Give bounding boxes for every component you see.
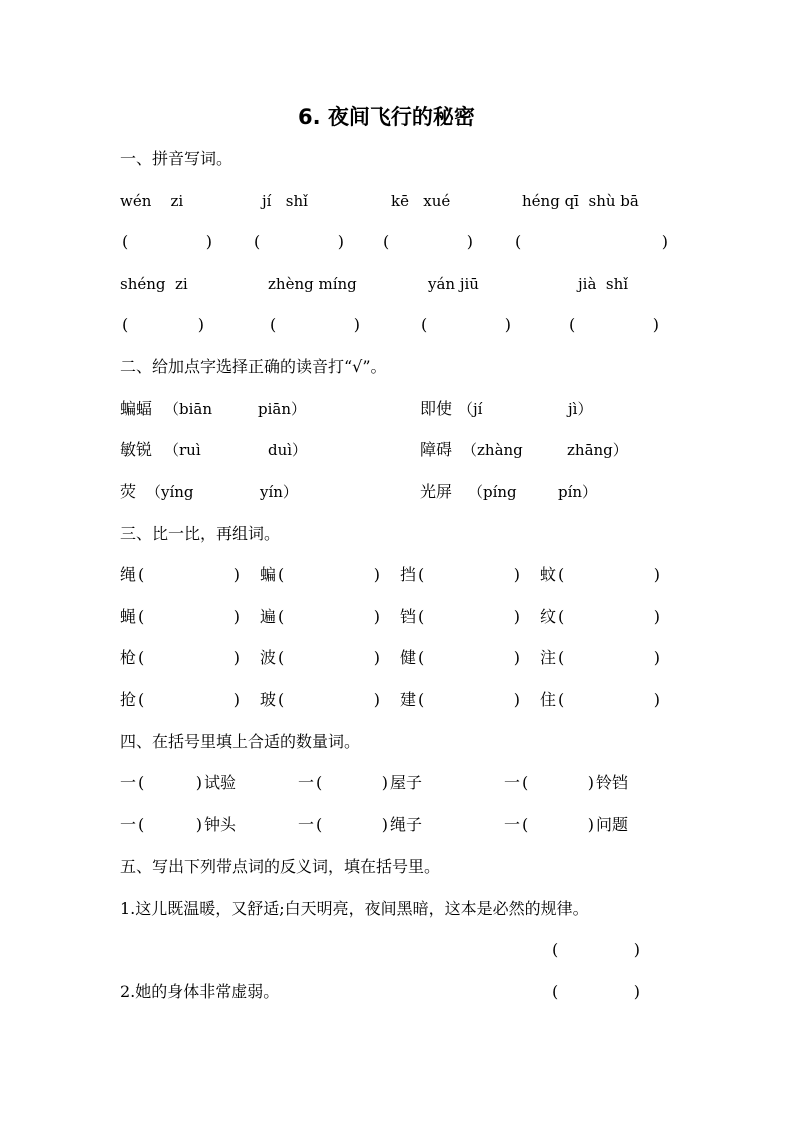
reading-option[interactable]: （yíng bbox=[146, 483, 194, 501]
answer-blank[interactable] bbox=[558, 690, 660, 710]
compare-char: 绳 bbox=[120, 565, 137, 584]
pinyin-item: wén zi bbox=[120, 192, 184, 210]
paren-close: ) bbox=[513, 607, 520, 626]
paren-open: ( bbox=[122, 315, 129, 334]
paren-close: ) bbox=[653, 607, 660, 626]
paren-open: ( bbox=[558, 565, 565, 584]
word-item: 光屏 bbox=[420, 482, 453, 501]
answer-blank[interactable] bbox=[558, 565, 660, 585]
paren-close: ) bbox=[381, 815, 388, 834]
paren-open: ( bbox=[418, 607, 425, 626]
question-2: 2.她的身体非常虚弱。 bbox=[120, 982, 280, 1001]
pinyin-item: jí shǐ bbox=[262, 192, 308, 210]
paren-close: ) bbox=[513, 565, 520, 584]
paren-open: ( bbox=[418, 648, 425, 667]
paren-open: ( bbox=[421, 315, 428, 334]
compare-char: 蝇 bbox=[120, 607, 137, 626]
answer-blank[interactable] bbox=[421, 315, 511, 335]
paren-close: ) bbox=[353, 315, 360, 334]
paren-open: ( bbox=[270, 315, 277, 334]
compare-char: 遍 bbox=[260, 607, 277, 626]
reading-option[interactable]: （biān bbox=[164, 400, 213, 418]
measure-noun: 绳子 bbox=[390, 815, 423, 834]
question-1: 1.这儿既温暖，又舒适;白天明亮，夜间黑暗，这本是必然的规律。 bbox=[120, 899, 589, 918]
compare-char: 蚊 bbox=[540, 565, 557, 584]
paren-close: ) bbox=[233, 690, 240, 709]
answer-blank[interactable] bbox=[278, 690, 380, 710]
answer-blank[interactable] bbox=[522, 773, 594, 793]
section-5-heading: 五、写出下列带点词的反义词，填在括号里。 bbox=[120, 857, 441, 876]
pinyin-item: jià shǐ bbox=[578, 275, 629, 293]
paren-open: ( bbox=[138, 690, 145, 709]
paren-open: ( bbox=[522, 815, 529, 834]
paren-open: ( bbox=[278, 565, 285, 584]
answer-blank[interactable] bbox=[418, 690, 520, 710]
answer-blank[interactable] bbox=[383, 232, 473, 252]
answer-blank[interactable] bbox=[552, 982, 640, 1002]
paren-close: ) bbox=[337, 232, 344, 251]
paren-open: ( bbox=[316, 773, 323, 792]
compare-char: 注 bbox=[540, 648, 557, 667]
answer-blank[interactable] bbox=[278, 565, 380, 585]
answer-blank[interactable] bbox=[138, 648, 240, 668]
answer-blank[interactable] bbox=[558, 607, 660, 627]
paren-close: ) bbox=[653, 648, 660, 667]
paren-close: ) bbox=[233, 565, 240, 584]
answer-blank[interactable] bbox=[138, 690, 240, 710]
answer-blank[interactable] bbox=[254, 232, 344, 252]
paren-open: ( bbox=[383, 232, 390, 251]
word-item: 敏锐 bbox=[120, 440, 153, 459]
answer-blank[interactable] bbox=[122, 232, 212, 252]
compare-char: 建 bbox=[400, 690, 417, 709]
reading-option[interactable]: duì） bbox=[268, 441, 308, 459]
reading-option[interactable]: （píng bbox=[468, 483, 517, 501]
paren-open: ( bbox=[569, 315, 576, 334]
reading-option[interactable]: （jí bbox=[458, 400, 483, 418]
answer-blank[interactable] bbox=[418, 607, 520, 627]
compare-char: 纹 bbox=[540, 607, 557, 626]
measure-noun: 屋子 bbox=[390, 773, 423, 792]
paren-close: ) bbox=[587, 773, 594, 792]
paren-close: ) bbox=[197, 315, 204, 334]
paren-open: ( bbox=[254, 232, 261, 251]
compare-char: 铛 bbox=[400, 607, 417, 626]
answer-blank[interactable] bbox=[270, 315, 360, 335]
paren-open: ( bbox=[138, 815, 145, 834]
paren-close: ) bbox=[653, 690, 660, 709]
answer-blank[interactable] bbox=[316, 815, 388, 835]
numeral-one: 一 bbox=[504, 773, 521, 792]
word-item: 蝙蝠 bbox=[120, 399, 153, 418]
reading-option[interactable]: （ruì bbox=[164, 441, 201, 459]
paren-close: ) bbox=[195, 815, 202, 834]
pinyin-item: shéng zi bbox=[120, 275, 188, 293]
paren-open: ( bbox=[552, 940, 559, 959]
measure-noun: 试验 bbox=[204, 773, 237, 792]
answer-blank[interactable] bbox=[138, 607, 240, 627]
answer-blank[interactable] bbox=[558, 648, 660, 668]
paren-close: ) bbox=[513, 690, 520, 709]
compare-char: 挡 bbox=[400, 565, 417, 584]
paren-close: ) bbox=[661, 232, 668, 251]
numeral-one: 一 bbox=[298, 815, 315, 834]
paren-open: ( bbox=[552, 982, 559, 1001]
paren-close: ) bbox=[633, 940, 640, 959]
paren-open: ( bbox=[522, 773, 529, 792]
compare-char: 健 bbox=[400, 648, 417, 667]
paren-close: ) bbox=[373, 565, 380, 584]
paren-open: ( bbox=[558, 690, 565, 709]
paren-open: ( bbox=[558, 648, 565, 667]
paren-open: ( bbox=[278, 607, 285, 626]
answer-blank[interactable] bbox=[522, 815, 594, 835]
paren-close: ) bbox=[652, 315, 659, 334]
answer-blank[interactable] bbox=[552, 940, 640, 960]
answer-blank[interactable] bbox=[418, 648, 520, 668]
answer-blank[interactable] bbox=[569, 315, 659, 335]
pinyin-item: kē xué bbox=[391, 192, 451, 210]
paren-close: ) bbox=[373, 648, 380, 667]
paren-close: ) bbox=[233, 648, 240, 667]
answer-blank[interactable] bbox=[278, 607, 380, 627]
section-1-heading: 一、拼音写词。 bbox=[120, 149, 233, 168]
answer-blank[interactable] bbox=[122, 315, 204, 335]
paren-close: ) bbox=[381, 773, 388, 792]
measure-noun: 问题 bbox=[596, 815, 629, 834]
compare-char: 抢 bbox=[120, 690, 137, 709]
numeral-one: 一 bbox=[120, 815, 137, 834]
measure-noun: 钟头 bbox=[204, 815, 237, 834]
answer-blank[interactable] bbox=[138, 815, 202, 835]
answer-blank[interactable] bbox=[278, 648, 380, 668]
pinyin-item: yán jiū bbox=[428, 275, 479, 293]
word-item: 荧 bbox=[120, 482, 137, 501]
section-3-heading: 三、比一比，再组词。 bbox=[120, 524, 281, 543]
paren-open: ( bbox=[138, 607, 145, 626]
section-2-heading: 二、给加点字选择正确的读音打“√”。 bbox=[120, 357, 387, 376]
paren-close: ) bbox=[587, 815, 594, 834]
paren-open: ( bbox=[278, 690, 285, 709]
answer-blank[interactable] bbox=[515, 232, 668, 252]
compare-char: 波 bbox=[260, 648, 277, 667]
paren-close: ) bbox=[205, 232, 212, 251]
paren-close: ) bbox=[513, 648, 520, 667]
pinyin-item: zhèng míng bbox=[268, 275, 357, 293]
paren-close: ) bbox=[233, 607, 240, 626]
reading-option[interactable]: zhāng） bbox=[567, 441, 628, 459]
answer-blank[interactable] bbox=[316, 773, 388, 793]
paren-close: ) bbox=[195, 773, 202, 792]
reading-option[interactable]: jì） bbox=[568, 400, 593, 418]
reading-option[interactable]: piān） bbox=[258, 400, 307, 418]
numeral-one: 一 bbox=[504, 815, 521, 834]
numeral-one: 一 bbox=[298, 773, 315, 792]
answer-blank[interactable] bbox=[418, 565, 520, 585]
paren-close: ) bbox=[466, 232, 473, 251]
page-title: 6. 夜间飞行的秘密 bbox=[298, 105, 475, 129]
paren-open: ( bbox=[122, 232, 129, 251]
paren-open: ( bbox=[418, 690, 425, 709]
reading-option[interactable]: yín） bbox=[260, 483, 298, 501]
paren-open: ( bbox=[138, 648, 145, 667]
paren-open: ( bbox=[278, 648, 285, 667]
compare-char: 蝙 bbox=[260, 565, 277, 584]
paren-open: ( bbox=[316, 815, 323, 834]
word-item: 即使 bbox=[420, 399, 453, 418]
compare-char: 住 bbox=[540, 690, 557, 709]
compare-char: 枪 bbox=[120, 648, 137, 667]
answer-blank[interactable] bbox=[138, 565, 240, 585]
paren-open: ( bbox=[138, 773, 145, 792]
compare-char: 玻 bbox=[260, 690, 277, 709]
reading-option[interactable]: pín） bbox=[558, 483, 598, 501]
answer-blank[interactable] bbox=[138, 773, 202, 793]
paren-close: ) bbox=[373, 607, 380, 626]
measure-noun: 铃铛 bbox=[596, 773, 629, 792]
paren-open: ( bbox=[138, 565, 145, 584]
paren-close: ) bbox=[373, 690, 380, 709]
section-4-heading: 四、在括号里填上合适的数量词。 bbox=[120, 732, 361, 751]
reading-option[interactable]: （zhàng bbox=[462, 441, 523, 459]
paren-close: ) bbox=[504, 315, 511, 334]
paren-open: ( bbox=[515, 232, 522, 251]
numeral-one: 一 bbox=[120, 773, 137, 792]
paren-open: ( bbox=[418, 565, 425, 584]
paren-close: ) bbox=[653, 565, 660, 584]
paren-close: ) bbox=[633, 982, 640, 1001]
word-item: 障碍 bbox=[420, 440, 453, 459]
paren-open: ( bbox=[558, 607, 565, 626]
pinyin-item: héng qī shù bā bbox=[522, 192, 639, 210]
